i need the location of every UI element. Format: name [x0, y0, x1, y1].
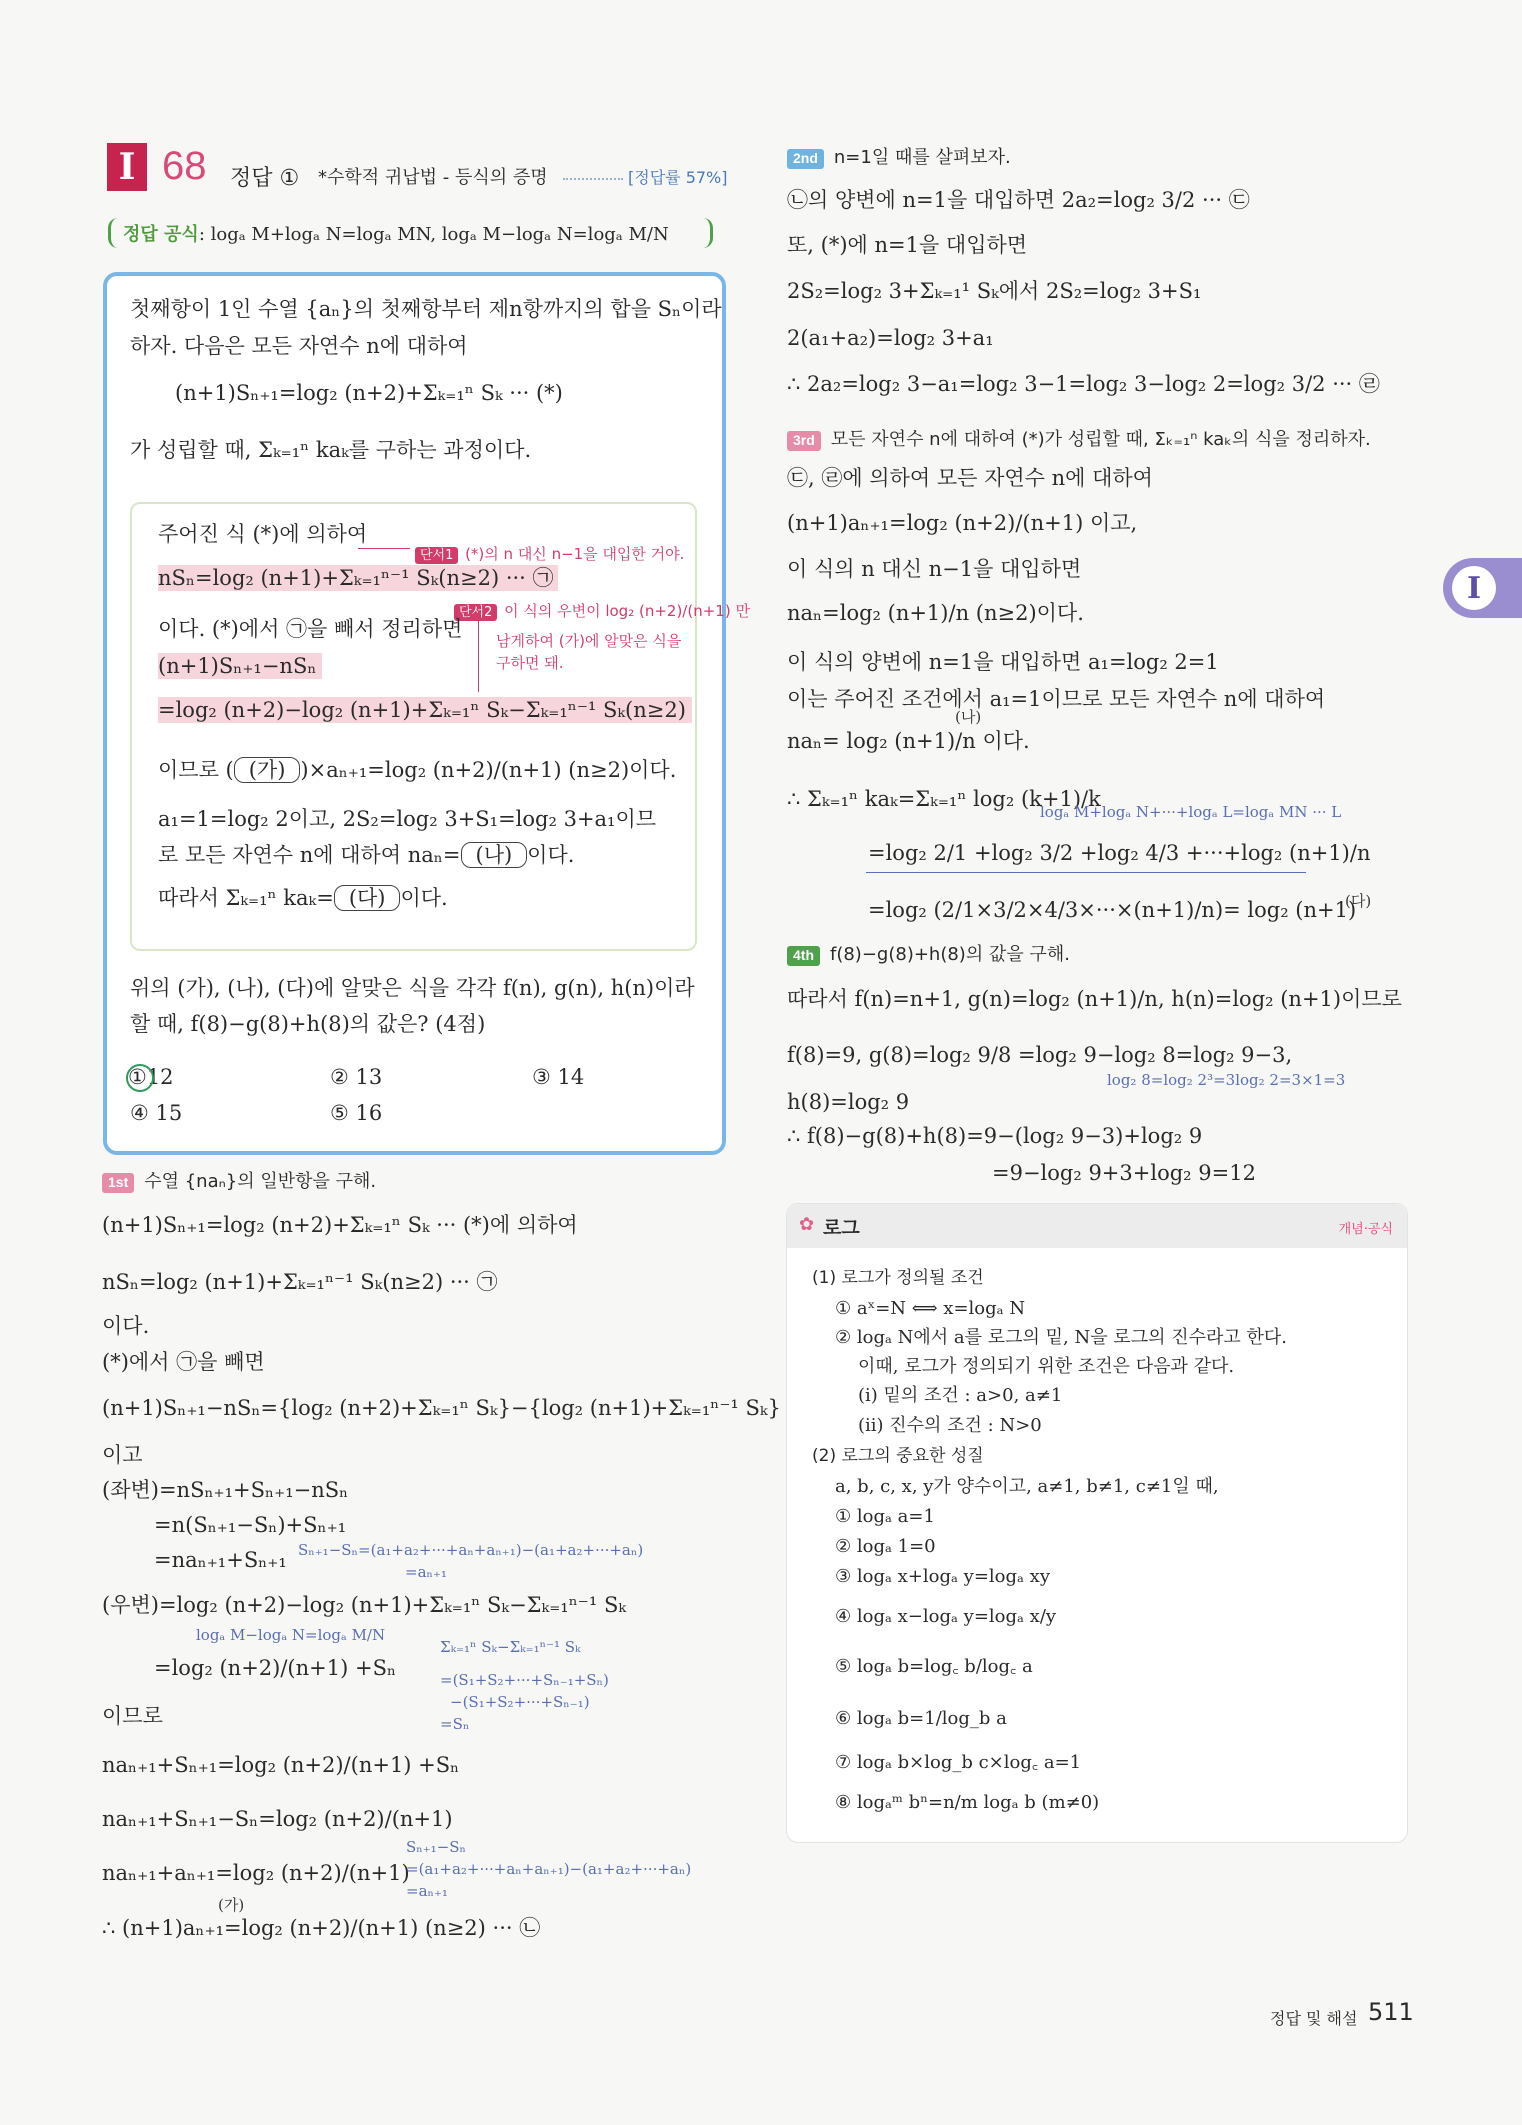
proof-line-5: =log₂ (n+2)−log₂ (n+1)+Σₖ₌₁ⁿ Sₖ−Σₖ₌₁ⁿ⁻¹ Sₖ(n≥2) — [158, 697, 692, 723]
hint-1-text: (*)의 n 대신 n−1을 대입한 거야. — [465, 545, 685, 563]
step1-line: naₙ₊₁+aₙ₊₁=log₂ (n+2)/(n+1) — [102, 1861, 410, 1885]
step1-line: 이므로 — [102, 1704, 163, 1728]
concept-line: (ⅱ) 진수의 조건 : N>0 — [858, 1415, 1042, 1436]
step1-line: (우변)=log₂ (n+2)−log₂ (n+1)+Σₖ₌₁ⁿ Sₖ−Σₖ₌₁ⁿ⁻¹ Sₖ — [102, 1593, 627, 1617]
step1-note: Σₖ₌₁ⁿ Sₖ−Σₖ₌₁ⁿ⁻¹ Sₖ — [440, 1638, 581, 1656]
step3-line: naₙ=log₂ (n+1)/n (n≥2)이다. — [787, 601, 1084, 625]
concept-line: (2) 로그의 중요한 성질 — [812, 1446, 984, 1466]
hint-1-tag: 단서1 — [415, 547, 458, 564]
concept-line: ② logₐ N에서 a를 로그의 밑, N을 로그의 진수라고 한다. — [835, 1327, 1287, 1348]
step2-line: ∴ 2a₂=log₂ 3−a₁=log₂ 3−1=log₂ 3−log₂ 2=log₂ 3/2 ··· ㉣ — [787, 372, 1380, 396]
step4-tag: 4th — [787, 946, 820, 966]
hint-1 — [415, 540, 684, 564]
step1-tag: 1st — [102, 1173, 134, 1193]
step3-note: (다) — [1345, 892, 1372, 910]
step4-line: h(8)=log₂ 9 — [787, 1090, 910, 1114]
hint-1-arrow — [358, 548, 410, 549]
flower-icon: ✿ — [799, 1214, 815, 1235]
step2-line: 2(a₁+a₂)=log₂ 3+a₁ — [787, 326, 994, 350]
formula-label: 정답 공식 — [123, 224, 199, 245]
choice-5[interactable]: ⑤ 16 — [330, 1101, 383, 1125]
step1-note: =aₙ₊₁ — [406, 1882, 448, 1900]
choice-4[interactable]: ④ 15 — [130, 1101, 183, 1125]
step1-note: =Sₙ — [440, 1715, 470, 1733]
question-ask-1: 위의 (가), (나), (다)에 알맞은 식을 각각 f(n), g(n), h(n)이라 — [130, 976, 695, 1000]
hint-2-text-b: 남게하여 (가)에 알맞은 식을 — [496, 632, 682, 650]
step1-header — [102, 1167, 376, 1194]
concept-line: 이때, 로그가 정의되기 위한 조건은 다음과 같다. — [858, 1356, 1235, 1377]
concept-header — [787, 1204, 1407, 1248]
proof-line-9 — [158, 885, 448, 911]
proof-line-6a: 이므로 ( — [158, 758, 234, 782]
step3-note: (나) — [955, 708, 982, 726]
step1-line: ∴ (n+1)aₙ₊₁=log₂ (n+2)/(n+1) (n≥2) ··· ㉡ — [102, 1916, 541, 1940]
step3-header — [787, 425, 1371, 452]
step1-line: (*)에서 ㉠을 빼면 — [102, 1350, 265, 1374]
concept-tag: 개념·공식 — [1338, 1222, 1393, 1237]
step3-line: =log₂ 2/1 +log₂ 3/2 +log₂ 4/3 +···+log₂ (n+1)/n — [868, 841, 1371, 865]
step1-line: (좌변)=nSₙ₊₁+Sₙ₊₁−nSₙ — [102, 1478, 349, 1502]
step4-line: f(8)=9, g(8)=log₂ 9/8 =log₂ 9−log₂ 8=log₂ 9−3, — [787, 1043, 1293, 1067]
leader-dots — [563, 178, 623, 180]
step1-note: logₐ M−logₐ N=logₐ M/N — [196, 1626, 386, 1644]
concept-line: (ⅰ) 밑의 조건 : a>0, a≠1 — [858, 1385, 1063, 1406]
step4-note: log₂ 8=log₂ 2³=3log₂ 2=3×1=3 — [1107, 1071, 1346, 1089]
concept-line: ① logₐ a=1 — [835, 1506, 935, 1527]
concept-line: (1) 로그가 정의될 조건 — [812, 1268, 984, 1288]
step4-line: ∴ f(8)−g(8)+h(8)=9−(log₂ 9−3)+log₂ 9 — [787, 1124, 1203, 1148]
formula-bar — [108, 218, 713, 248]
choice-2[interactable]: ② 13 — [330, 1065, 383, 1089]
proof-line-8 — [158, 842, 574, 868]
step3-line: 이 식의 양변에 n=1을 대입하면 a₁=log₂ 2=1 — [787, 650, 1219, 674]
step1-title: 수열 {naₙ}의 일반항을 구해. — [144, 1171, 377, 1192]
step3-line: 이는 주어진 조건에서 a₁=1이므로 모든 자연수 n에 대하여 — [787, 687, 1326, 711]
step2-tag: 2nd — [787, 149, 824, 169]
step3-note: logₐ M+logₐ N+···+logₐ L=logₐ MN ··· L — [1040, 803, 1342, 821]
proof-line-7: a₁=1=log₂ 2이고, 2S₂=log₂ 3+S₁=log₂ 3+a₁이므 — [158, 807, 657, 831]
step1-line: (n+1)Sₙ₊₁=log₂ (n+2)+Σₖ₌₁ⁿ Sₖ ··· (*)에 의하여 — [102, 1213, 578, 1237]
proof-line-1: 주어진 식 (*)에 의하여 — [158, 522, 368, 546]
concept-line: ④ logₐ x−logₐ y=logₐ x/y — [835, 1606, 1057, 1627]
step1-line: 이고 — [102, 1443, 143, 1467]
concept-line: ⑦ logₐ b×log_b c×log꜀ a=1 — [835, 1752, 1082, 1773]
step1-note: Sₙ₊₁−Sₙ — [406, 1838, 467, 1856]
choice-1-label: ①12 — [128, 1065, 174, 1089]
hint-2-text-a: 이 식의 우변이 log₂ (n+2)/(n+1) 만 — [504, 602, 750, 620]
step3-line: ∴ Σₖ₌₁ⁿ kaₖ=Σₖ₌₁ⁿ log₂ (k+1)/k — [787, 787, 1101, 811]
concept-line: ③ logₐ x+logₐ y=logₐ xy — [835, 1566, 1051, 1587]
page-number: 511 — [1368, 1998, 1414, 2026]
chapter-side-tab — [1443, 558, 1522, 618]
step3-line: =log₂ (2/1×3/2×4/3×···×(n+1)/n)= log₂ (n+1) — [868, 898, 1357, 922]
concept-line: a, b, c, x, y가 양수이고, a≠1, b≠1, c≠1일 때, — [835, 1476, 1219, 1497]
chapter-mark: I — [1452, 566, 1496, 610]
correct-rate: [정답률 57%] — [628, 168, 728, 187]
answer-label: 정답 ① — [230, 166, 300, 191]
step2-header — [787, 143, 1011, 170]
step1-note: =aₙ₊₁ — [405, 1563, 447, 1581]
blank-da: (다) — [334, 885, 401, 911]
concept-title: 로그 — [823, 1217, 860, 1239]
step1-line: =log₂ (n+2)/(n+1) +Sₙ — [154, 1656, 397, 1680]
step3-tag: 3rd — [787, 431, 821, 451]
step3-line: (n+1)aₙ₊₁=log₂ (n+2)/(n+1) 이고, — [787, 511, 1138, 535]
underline — [866, 872, 1306, 873]
blank-na: (나) — [461, 842, 528, 868]
formula-text: : logₐ M+logₐ N=logₐ MN, logₐ M−logₐ N=logₐ M/N — [198, 224, 669, 245]
question-intro-3: 가 성립할 때, Σₖ₌₁ⁿ kaₖ를 구하는 과정이다. — [130, 438, 532, 462]
step1-note: Sₙ₊₁−Sₙ=(a₁+a₂+···+aₙ+aₙ₊₁)−(a₁+a₂+···+aₙ) — [298, 1541, 644, 1559]
step1-line: =n(Sₙ₊₁−Sₙ)+Sₙ₊₁ — [154, 1513, 347, 1537]
step2-line: 2S₂=log₂ 3+Σₖ₌₁¹ Sₖ에서 2S₂=log₂ 3+S₁ — [787, 279, 1202, 303]
step3-line: ㉢, ㉣에 의하여 모든 자연수 n에 대하여 — [787, 466, 1153, 490]
choice-3[interactable]: ③ 14 — [532, 1065, 585, 1089]
hint-2 — [454, 597, 750, 621]
question-equation: (n+1)Sₙ₊₁=log₂ (n+2)+Σₖ₌₁ⁿ Sₖ ··· (*) — [175, 381, 563, 405]
step1-line: =naₙ₊₁+Sₙ₊₁ — [154, 1548, 287, 1572]
selected-circle-icon — [126, 1064, 154, 1092]
proof-line-6 — [158, 757, 676, 783]
step2-line: ㉡의 양변에 n=1을 대입하면 2a₂=log₂ 3/2 ··· ㉢ — [787, 188, 1250, 212]
proof-line-3: 이다. (*)에서 ㉠을 빼서 정리하면 — [158, 617, 463, 641]
proof-line-6b: )×aₙ₊₁=log₂ (n+2)/(n+1) (n≥2)이다. — [300, 758, 677, 782]
step4-line: 따라서 f(n)=n+1, g(n)=log₂ (n+1)/n, h(n)=log₂ (n+1)이므로 — [787, 987, 1402, 1011]
step2-line: 또, (*)에 n=1을 대입하면 — [787, 233, 1028, 257]
question-intro-1: 첫째항이 1인 수열 {aₙ}의 첫째항부터 제n항까지의 합을 Sₙ이라 — [130, 297, 722, 321]
concept-line: ⑥ logₐ b=1/log_b a — [835, 1708, 1007, 1729]
choice-1[interactable] — [128, 1064, 174, 1090]
concept-line: ⑧ logₐᵐ bⁿ=n/m logₐ b (m≠0) — [835, 1792, 1100, 1813]
concept-line: ① aˣ=N ⟺ x=logₐ N — [835, 1298, 1026, 1319]
step4-title: f(8)−g(8)+h(8)의 값을 구해. — [830, 944, 1070, 965]
question-ask-2: 할 때, f(8)−g(8)+h(8)의 값은? (4점) — [130, 1012, 486, 1036]
concept-line: ② logₐ 1=0 — [835, 1536, 936, 1557]
section-mark: I — [107, 143, 147, 191]
hint-2-tag: 단서2 — [454, 604, 497, 621]
step1-line: (n+1)Sₙ₊₁−nSₙ={log₂ (n+2)+Σₖ₌₁ⁿ Sₖ}−{log₂ (n+1)+Σₖ₌₁ⁿ⁻¹ Sₖ} — [102, 1396, 781, 1420]
hint-2-arrow — [478, 612, 479, 692]
topic: *수학적 귀납법 - 등식의 증명 — [318, 167, 548, 188]
proof-line-8b: 이다. — [527, 843, 575, 867]
step4-line: =9−log₂ 9+3+log₂ 9=12 — [992, 1161, 1256, 1185]
step1-line: 이다. — [102, 1314, 150, 1338]
hint-2-text-c: 구하면 돼. — [496, 654, 564, 672]
blank-ga: (가) — [234, 757, 301, 783]
proof-line-9a: 따라서 Σₖ₌₁ⁿ kaₖ= — [158, 886, 334, 910]
step1-line: naₙ₊₁+Sₙ₊₁=log₂ (n+2)/(n+1) +Sₙ — [102, 1753, 460, 1777]
proof-line-9b: 이다. — [400, 886, 448, 910]
proof-line-4: (n+1)Sₙ₊₁−nSₙ — [158, 653, 322, 679]
step1-note: (가) — [218, 1896, 245, 1914]
step3-line: 이 식의 n 대신 n−1을 대입하면 — [787, 557, 1082, 581]
step1-line: nSₙ=log₂ (n+1)+Σₖ₌₁ⁿ⁻¹ Sₖ(n≥2) ··· ㉠ — [102, 1270, 498, 1294]
concept-line: ⑤ logₐ b=log꜀ b/log꜀ a — [835, 1656, 1033, 1677]
step1-line: naₙ₊₁+Sₙ₊₁−Sₙ=log₂ (n+2)/(n+1) — [102, 1807, 453, 1831]
footer-label: 정답 및 해설 — [1270, 2009, 1358, 2028]
proof-line-2: nSₙ=log₂ (n+1)+Σₖ₌₁ⁿ⁻¹ Sₖ(n≥2) ··· ㉠ — [158, 565, 558, 591]
step1-note: =(a₁+a₂+···+aₙ+aₙ₊₁)−(a₁+a₂+···+aₙ) — [406, 1860, 692, 1878]
proof-line-8a: 로 모든 자연수 n에 대하여 naₙ= — [158, 843, 461, 867]
problem-number: 68 — [162, 144, 207, 188]
step2-title: n=1일 때를 살펴보자. — [833, 147, 1011, 168]
step3-title: 모든 자연수 n에 대하여 (*)가 성립할 때, Σₖ₌₁ⁿ kaₖ의 식을 정리하자. — [830, 429, 1371, 450]
step1-note: −(S₁+S₂+···+Sₙ₋₁) — [450, 1693, 590, 1711]
step1-note: =(S₁+S₂+···+Sₙ₋₁+Sₙ) — [440, 1671, 609, 1689]
question-intro-2: 하자. 다음은 모든 자연수 n에 대하여 — [130, 334, 468, 358]
step4-header — [787, 940, 1070, 967]
step3-line: naₙ= log₂ (n+1)/n 이다. — [787, 729, 1030, 753]
